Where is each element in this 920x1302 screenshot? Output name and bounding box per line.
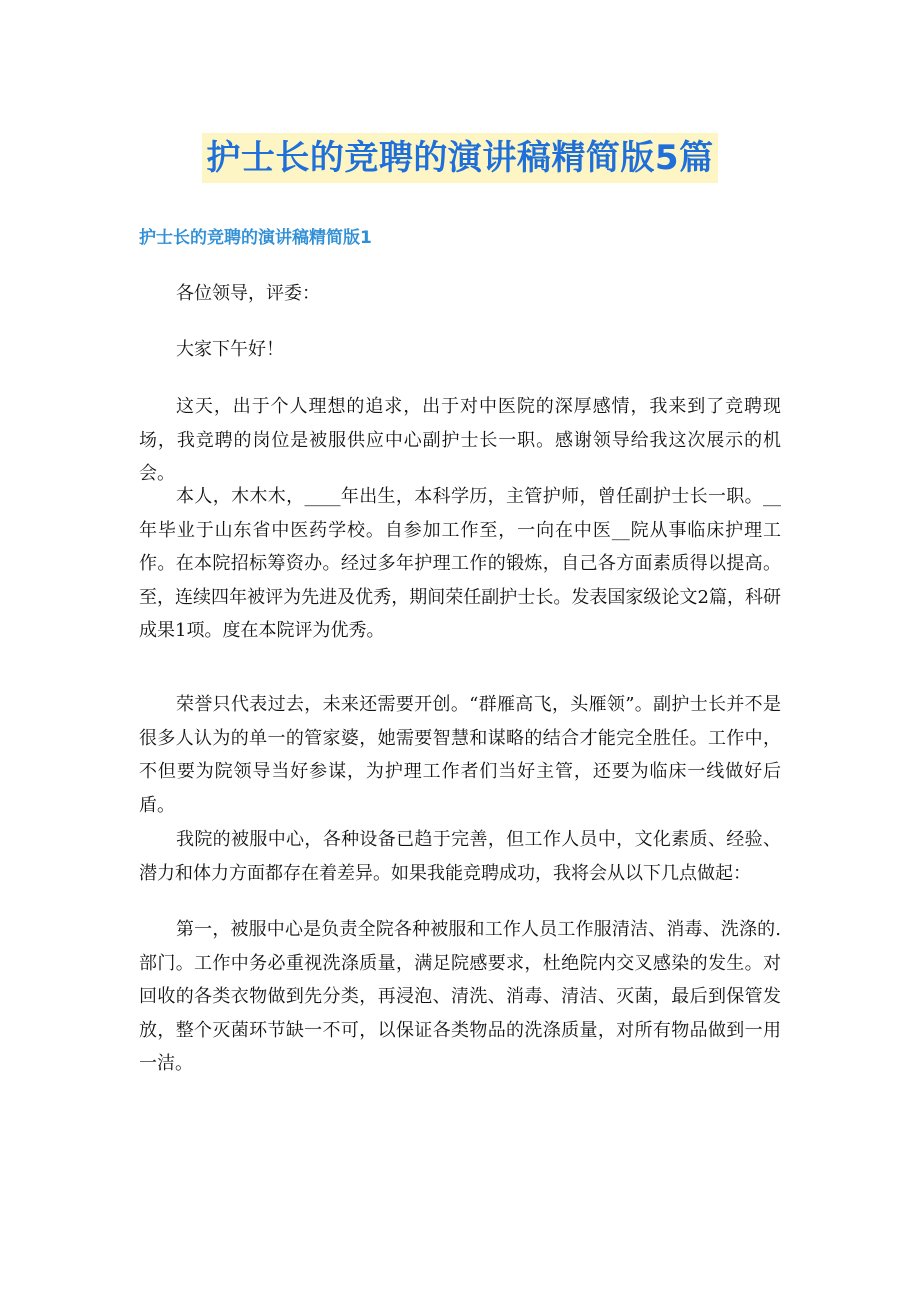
- document-title: 护士长的竞聘的演讲稿精简版5篇: [202, 133, 717, 183]
- paragraph-salutation: 大家下午好！: [176, 339, 284, 360]
- paragraph: 我院的被服中心，各种设备已趋于完善，但工作人员中，文化素质、经验、潜力和体力方面都存在着差异。如果我能竞聘成功，我将会从以下几点做起：: [139, 829, 781, 884]
- section-heading: 护士长的竞聘的演讲稿精简版1: [139, 228, 372, 248]
- paragraph-greeting: 各位领导，评委：: [176, 283, 320, 304]
- paragraph: 第一，被服中心是负责全院各种被服和工作人员工作服清洁、消毒、洗涤的.部门。工作中务必重视洗涤质量，满足院感要求，杜绝院内交叉感染的发生。对回收的各类衣物做到先分类，再浸泡、清洗、消毒、清洁、灭菌，最后到保管发放，整个灭菌环节缺一不可，以保证各类物品的洗涤质量，对所有物品做到一用一洁。: [139, 919, 781, 1074]
- paragraph: 荣誉只代表过去，未来还需要开创。“群雁高飞，头雁领”。副护士长并不是很多人认为的单一的管家婆，她需要智慧和谋略的结合才能完全胜任。工作中，不但要为院领导当好参谋，为护理工作者们当好主管，还要为临床一线做好后盾。: [139, 694, 781, 816]
- paragraph: 本人，木木木，____年出生，本科学历，主管护师，曾任副护士长一职。__年毕业于山东省中医药学校。自参加工作至，一向在中医__院从事临床护理工作。在本院招标筹资办。经过多年护理工作的锻炼，自己各方面素质得以提高。至，连续四年被评为先进及优秀，期间荣任副护士长。发表国家级论文2篇，科研成果1项。度在本院评为优秀。: [139, 486, 781, 641]
- title-container: [0, 133, 920, 183]
- paragraph: 这天，出于个人理想的追求，出于对中医院的深厚感情，我来到了竞聘现场，我竞聘的岗位是被服供应中心副护士长一职。感谢领导给我这次展示的机会。: [139, 396, 781, 484]
